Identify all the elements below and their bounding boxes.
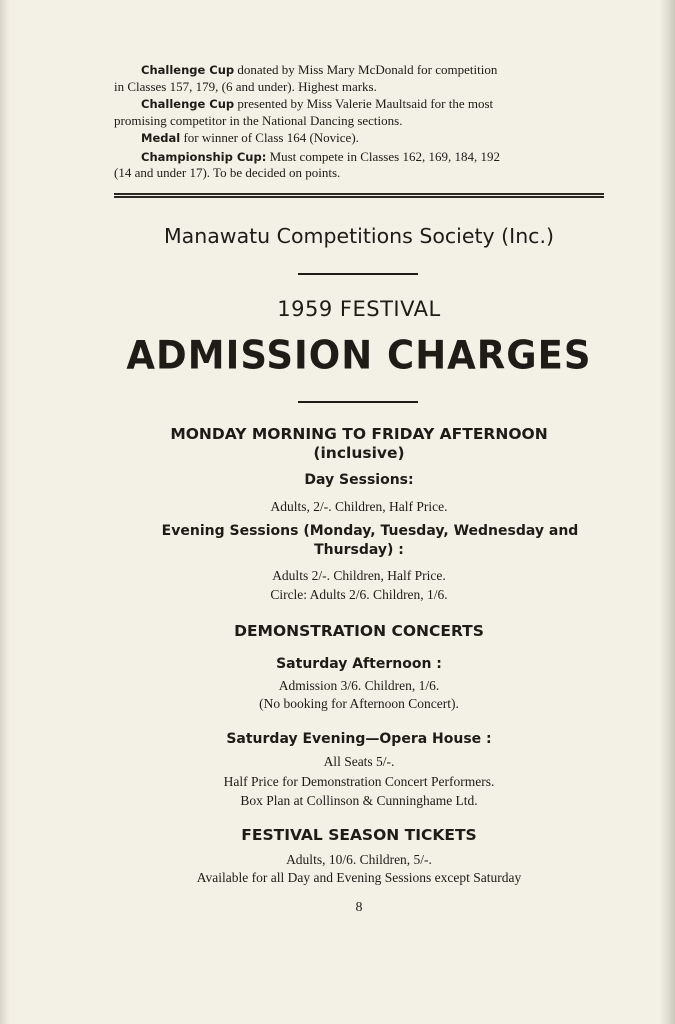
- season-tickets-prices: Adults, 10/6. Children, 5/-.: [286, 852, 432, 867]
- society-title: Manawatu Competitions Society (Inc.): [164, 224, 554, 248]
- evening-sessions-heading-cont: Thursday) :: [314, 542, 404, 558]
- box-plan-note: Box Plan at Collinson & Cunninghame Ltd.: [240, 793, 478, 808]
- prize-title: Championship Cup:: [141, 149, 267, 164]
- saturday-afternoon-note: (No booking for Afternoon Concert).: [259, 696, 459, 711]
- day-sessions-prices: Adults, 2/-. Children, Half Price.: [270, 499, 448, 514]
- evening-sessions-prices: Adults 2/-. Children, Half Price.: [272, 568, 446, 583]
- prize-text-cont: promising competitor in the National Dancing sections.: [114, 112, 403, 128]
- saturday-afternoon-prices: Admission 3/6. Children, 1/6.: [278, 678, 440, 693]
- season-tickets-heading: FESTIVAL SEASON TICKETS: [241, 826, 477, 844]
- prize-text: donated by Miss Mary McDonald for competition: [234, 62, 498, 77]
- saturday-afternoon-heading: Saturday Afternoon :: [276, 656, 442, 672]
- weekday-heading-inclusive: (inclusive): [313, 444, 405, 462]
- prize-text: presented by Miss Valerie Maultsaid for the most: [234, 96, 494, 111]
- circle-prices: Circle: Adults 2/6. Children, 1/6.: [270, 587, 448, 602]
- page-number: 8: [355, 900, 363, 915]
- performers-note: Half Price for Demonstration Concert Performers.: [223, 774, 495, 789]
- festival-title: 1959 FESTIVAL: [277, 297, 441, 321]
- page-edge-right: [659, 0, 675, 1024]
- evening-sessions-heading: Evening Sessions (Monday, Tuesday, Wednesday and: [161, 523, 579, 539]
- prize-text-cont: (14 and under 17). To be decided on points.: [114, 165, 341, 180]
- saturday-evening-heading: Saturday Evening—Opera House :: [226, 731, 492, 747]
- prize-title: Medal: [141, 131, 181, 145]
- admission-heading: ADMISSION CHARGES: [126, 332, 592, 379]
- prize-item: [114, 149, 604, 181]
- prize-item: [114, 130, 604, 147]
- day-sessions-heading: Day Sessions:: [304, 472, 414, 488]
- prize-text: Must compete in Classes 162, 169, 184, 192: [266, 148, 500, 164]
- prize-title: Challenge Cup: [141, 97, 235, 111]
- short-divider: [298, 401, 418, 403]
- page-edge-left: [0, 0, 10, 1024]
- saturday-evening-prices: All Seats 5/-.: [323, 754, 395, 769]
- short-divider: [298, 273, 418, 275]
- prize-text: for winner of Class 164 (Novice).: [180, 130, 359, 145]
- prize-text-cont: in Classes 157, 179, (6 and under). Highest marks.: [114, 78, 377, 94]
- weekday-heading: MONDAY MORNING TO FRIDAY AFTERNOON: [170, 425, 548, 443]
- prize-item: [114, 96, 604, 128]
- prize-list: [114, 62, 604, 183]
- double-divider: [114, 193, 604, 198]
- season-tickets-note: Available for all Day and Evening Sessions except Saturday: [196, 870, 522, 885]
- prize-item: [114, 62, 604, 94]
- demonstration-concerts-heading: DEMONSTRATION CONCERTS: [234, 622, 484, 640]
- prize-title: Challenge Cup: [141, 63, 235, 77]
